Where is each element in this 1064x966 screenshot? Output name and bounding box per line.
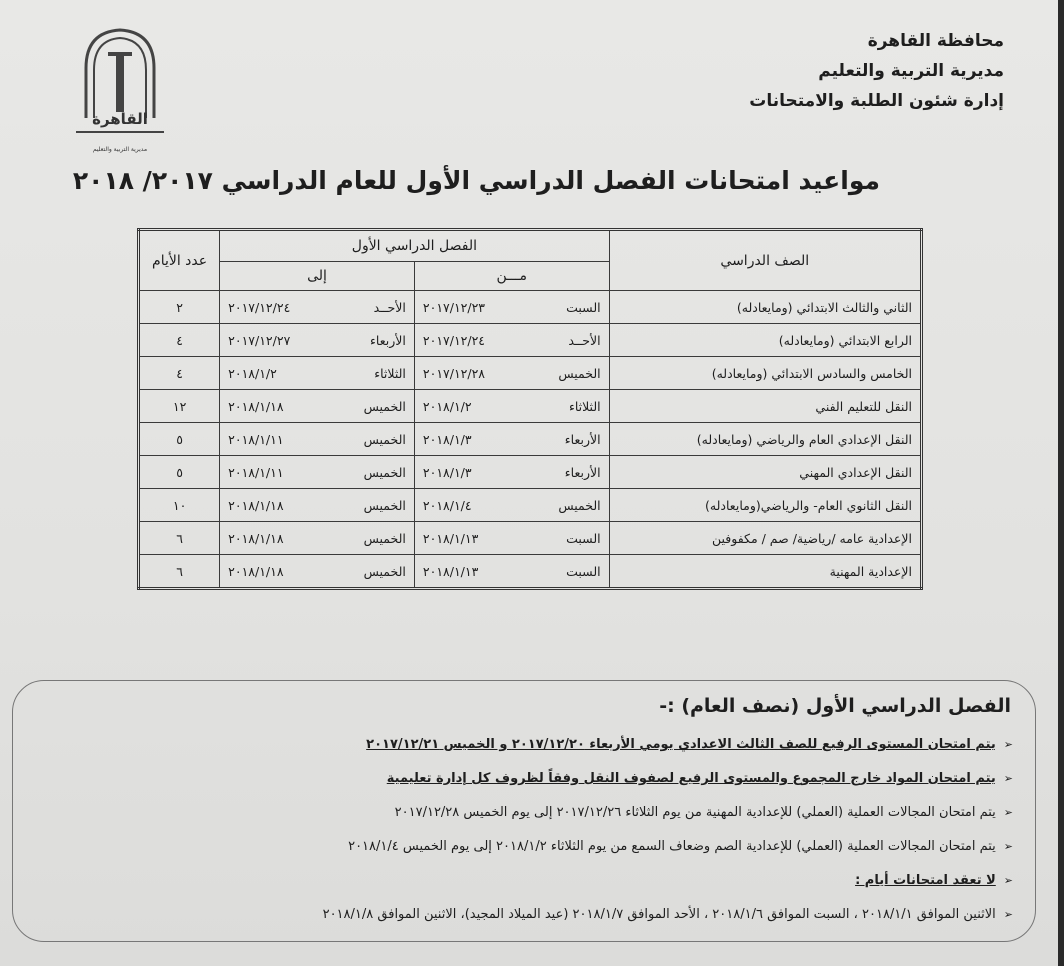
arrow-bullet-icon: ➢ — [1003, 738, 1013, 751]
arrow-bullet-icon: ➢ — [1003, 806, 1013, 819]
grade-cell: الرابع الابتدائي (ومايعادله) — [609, 324, 921, 357]
from-column-header: مـــن — [414, 262, 609, 291]
to-date: ٢٠١٨/١/٢ — [228, 365, 277, 381]
days-cell: ٥ — [139, 423, 220, 456]
logo-emblem-icon — [66, 22, 174, 162]
exam-schedule-table — [137, 228, 923, 590]
from-day: الثلاثاء — [568, 398, 601, 414]
to-day: الخميس — [363, 497, 406, 513]
governorate-label: محافظة القاهرة — [867, 31, 1004, 51]
grade-cell: النقل الإعدادي العام والرياضي (ومايعادله) — [609, 423, 921, 456]
logo-subtext: مديرية التربية والتعليم — [92, 146, 148, 153]
days-cell: ٦ — [139, 522, 220, 555]
days-cell: ٦ — [139, 555, 220, 589]
days-cell: ٢ — [139, 291, 220, 324]
to-date: ٢٠١٨/١/١١ — [228, 464, 284, 480]
from-date: ٢٠١٧/١٢/٢٣ — [422, 299, 486, 315]
cairo-logo — [66, 22, 174, 162]
table-row — [139, 456, 922, 489]
from-day: الخميس — [558, 497, 601, 513]
document-header — [749, 26, 1004, 116]
grade-cell: النقل الثانوي العام- والرياضي(ومايعادله) — [609, 489, 921, 522]
to-cell — [220, 423, 415, 456]
from-cell — [414, 423, 609, 456]
arrow-bullet-icon: ➢ — [1003, 772, 1013, 785]
logo-text: القاهرة — [92, 110, 148, 128]
table-row — [139, 423, 922, 456]
grade-cell: النقل للتعليم الفني — [609, 390, 921, 423]
notes-box — [12, 680, 1036, 942]
to-date: ٢٠١٨/١/١١ — [228, 431, 284, 447]
grade-cell: الخامس والسادس الابتدائي (ومايعادله) — [609, 357, 921, 390]
note-item: ➢يتم امتحان المستوى الرفيع للصف الثالث الاعدادي يومي الأربعاء ٢٠١٧/١٢/٢٠ و الخميس ٢٠١٧/١٢/٢١ — [366, 737, 1013, 752]
grade-cell: الإعدادية المهنية — [609, 555, 921, 589]
from-day: الأربعاء — [564, 464, 601, 480]
from-day: الأحــد — [568, 332, 601, 348]
days-cell: ١٠ — [139, 489, 220, 522]
to-day: الأربعاء — [370, 332, 406, 348]
to-day: الثلاثاء — [374, 365, 406, 381]
to-column-header: إلى — [220, 262, 415, 291]
to-cell — [220, 555, 415, 589]
table-row — [139, 390, 922, 423]
to-date: ٢٠١٧/١٢/٢٧ — [228, 332, 291, 348]
days-cell: ١٢ — [139, 390, 220, 423]
to-date: ٢٠١٨/١/١٨ — [228, 497, 284, 513]
arrow-bullet-icon: ➢ — [1003, 840, 1013, 853]
to-cell — [220, 456, 415, 489]
grade-cell: النقل الإعدادي المهني — [609, 456, 921, 489]
to-date: ٢٠١٨/١/١٨ — [228, 563, 284, 579]
from-day: السبت — [566, 563, 601, 579]
to-date: ٢٠١٨/١/١٨ — [228, 530, 284, 546]
from-cell — [414, 522, 609, 555]
grade-cell: الإعدادية عامه /رياضية/ صم / مكفوفين — [609, 522, 921, 555]
from-date: ٢٠١٨/١/٣ — [422, 431, 472, 447]
to-cell — [220, 489, 415, 522]
from-cell — [414, 390, 609, 423]
table-row — [139, 522, 922, 555]
days-column-header: عدد الأيام — [139, 230, 220, 291]
days-cell: ٤ — [139, 324, 220, 357]
to-cell — [220, 357, 415, 390]
grade-column-header: الصف الدراسي — [609, 230, 921, 291]
term-column-header: الفصل الدراسي الأول — [220, 230, 609, 262]
table-row — [139, 357, 922, 390]
from-day: الأربعاء — [564, 431, 601, 447]
to-cell — [220, 390, 415, 423]
from-day: السبت — [566, 299, 601, 315]
note-item: ➢يتم امتحان المجالات العملية (العملي) للإعدادية المهنية من يوم الثلاثاء ٢٠١٧/١٢/٢٦ إلى يوم الخميس ٢٠١٧/١٢/٢٨ — [394, 805, 1013, 820]
from-cell — [414, 324, 609, 357]
note-item: ➢لا تعقد امتحانات أيام : — [855, 873, 1013, 888]
to-day: الخميس — [363, 398, 406, 414]
from-date: ٢٠١٨/١/٤ — [422, 497, 472, 513]
to-day: الخميس — [363, 530, 406, 546]
to-day: الخميس — [363, 464, 406, 480]
from-cell — [414, 489, 609, 522]
table-row — [139, 324, 922, 357]
table-row — [139, 291, 922, 324]
from-date: ٢٠١٨/١/٣ — [422, 464, 472, 480]
grade-cell: الثاني والثالث الابتدائي (ومايعادله) — [609, 291, 921, 324]
from-cell — [414, 357, 609, 390]
from-date: ٢٠١٧/١٢/٢٤ — [422, 332, 486, 348]
from-date: ٢٠١٨/١/١٣ — [422, 563, 479, 579]
to-date: ٢٠١٧/١٢/٢٤ — [228, 299, 291, 315]
from-date: ٢٠١٨/١/٢ — [422, 398, 472, 414]
note-item: ➢يتم امتحان المواد خارج المجموع والمستوى الرفيع لصفوف النقل وفقاً لظروف كل إدارة تعليمية — [386, 771, 1013, 786]
table-row — [139, 489, 922, 522]
to-cell — [220, 522, 415, 555]
notes-heading: الفصل الدراسي الأول (نصف العام) :- — [659, 695, 1011, 717]
to-day: الأحــد — [373, 299, 406, 315]
table-row — [139, 555, 922, 589]
from-cell — [414, 555, 609, 589]
from-date: ٢٠١٨/١/١٣ — [422, 530, 479, 546]
from-day: الخميس — [558, 365, 601, 381]
to-cell — [220, 324, 415, 357]
department-label: إدارة شئون الطلبة والامتحانات — [749, 91, 1004, 111]
arrow-bullet-icon: ➢ — [1003, 908, 1013, 921]
from-cell — [414, 291, 609, 324]
arrow-bullet-icon: ➢ — [1003, 874, 1013, 887]
page-title: مواعيد امتحانات الفصل الدراسي الأول للعام الدراسي ٢٠١٧/ ٢٠١٨ — [72, 166, 880, 195]
directorate-label: مديرية التربية والتعليم — [818, 61, 1004, 81]
note-item: ➢الاثنين الموافق ٢٠١٨/١/١ ، السبت الموافق ٢٠١٨/١/٦ ، الأحد الموافق ٢٠١٨/١/٧ (عيد الميلاد المجيد)، الاثنين الموافق ٢٠١٨/١/٨ — [322, 907, 1013, 922]
note-item: ➢يتم امتحان المجالات العملية (العملي) للإعدادية الصم وضعاف السمع من يوم الثلاثاء ٢٠١٨/١/٢ إلى يوم الخميس ٢٠١٨/١/٤ — [348, 839, 1013, 854]
from-day: السبت — [566, 530, 601, 546]
to-day: الخميس — [363, 563, 406, 579]
days-cell: ٤ — [139, 357, 220, 390]
to-cell — [220, 291, 415, 324]
from-date: ٢٠١٧/١٢/٢٨ — [422, 365, 486, 381]
to-day: الخميس — [363, 431, 406, 447]
to-date: ٢٠١٨/١/١٨ — [228, 398, 284, 414]
page-edge — [1058, 0, 1064, 966]
from-cell — [414, 456, 609, 489]
days-cell: ٥ — [139, 456, 220, 489]
